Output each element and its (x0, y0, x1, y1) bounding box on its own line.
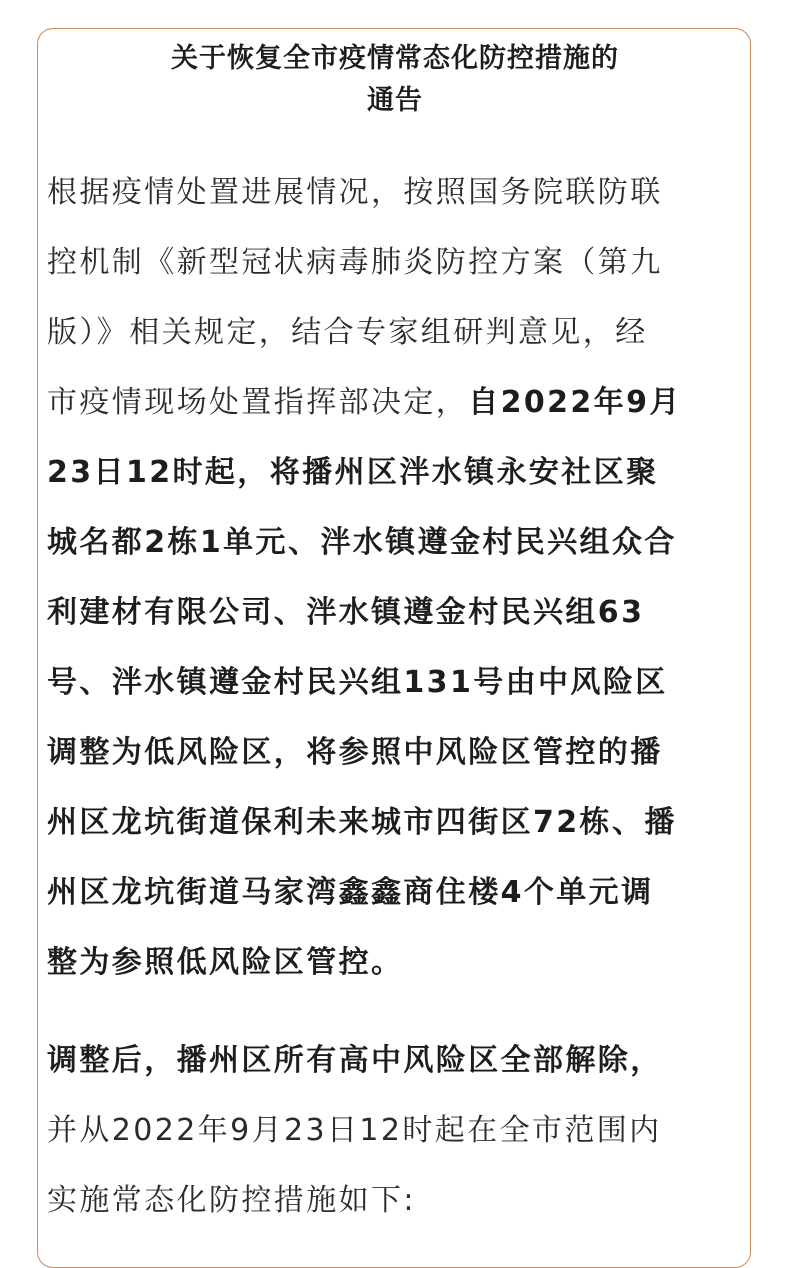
paragraph-line-bold: 调整后，播州区所有高中风险区全部解除， (47, 1043, 663, 1078)
notice-title (0, 38, 790, 122)
paragraph-line: 版）》相关规定，结合专家组研判意见，经 (47, 315, 648, 350)
notice-paragraph-2 (47, 1026, 747, 1236)
paragraph-line: 并从2022年9月23日12时起在全市范围内 (47, 1113, 662, 1148)
paragraph-line-bold: 23日12时起，将播州区泮水镇永安社区聚 (47, 455, 659, 490)
paragraph-line: 根据疫情处置进展情况，按照国务院联防联 (47, 175, 663, 210)
paragraph-line-bold: 整为参照低风险区管控。 (47, 945, 404, 980)
paragraph-line-bold: 利建材有限公司、泮水镇遵金村民兴组63 (47, 595, 645, 630)
paragraph-line-bold: 号、泮水镇遵金村民兴组131号由中风险区 (47, 665, 668, 700)
paragraph-line-bold-part: 自2022年9月 (468, 385, 682, 420)
notice-title-line-1: 关于恢复全市疫情常态化防控措施的 (171, 43, 619, 74)
paragraph-line-bold: 调整为低风险区，将参照中风险区管控的播 (47, 735, 663, 770)
paragraph-line: 控机制《新型冠状病毒肺炎防控方案（第九 (47, 245, 663, 280)
paragraph-line-bold: 城名都2栋1单元、泮水镇遵金村民兴组众合 (47, 525, 677, 560)
paragraph-line-bold: 州区龙坑街道马家湾鑫鑫商住楼4个单元调 (47, 875, 654, 910)
paragraph-line-bold: 州区龙坑街道保利未来城市四街区72栋、播 (47, 805, 677, 840)
paragraph-line (47, 368, 747, 438)
paragraph-line-normal-part: 市疫情现场处置指挥部决定， (47, 385, 469, 420)
notice-paragraph-1 (47, 158, 747, 998)
paragraph-line: 实施常态化防控措施如下: (47, 1183, 416, 1218)
notice-title-line-2: 通告 (367, 85, 423, 116)
